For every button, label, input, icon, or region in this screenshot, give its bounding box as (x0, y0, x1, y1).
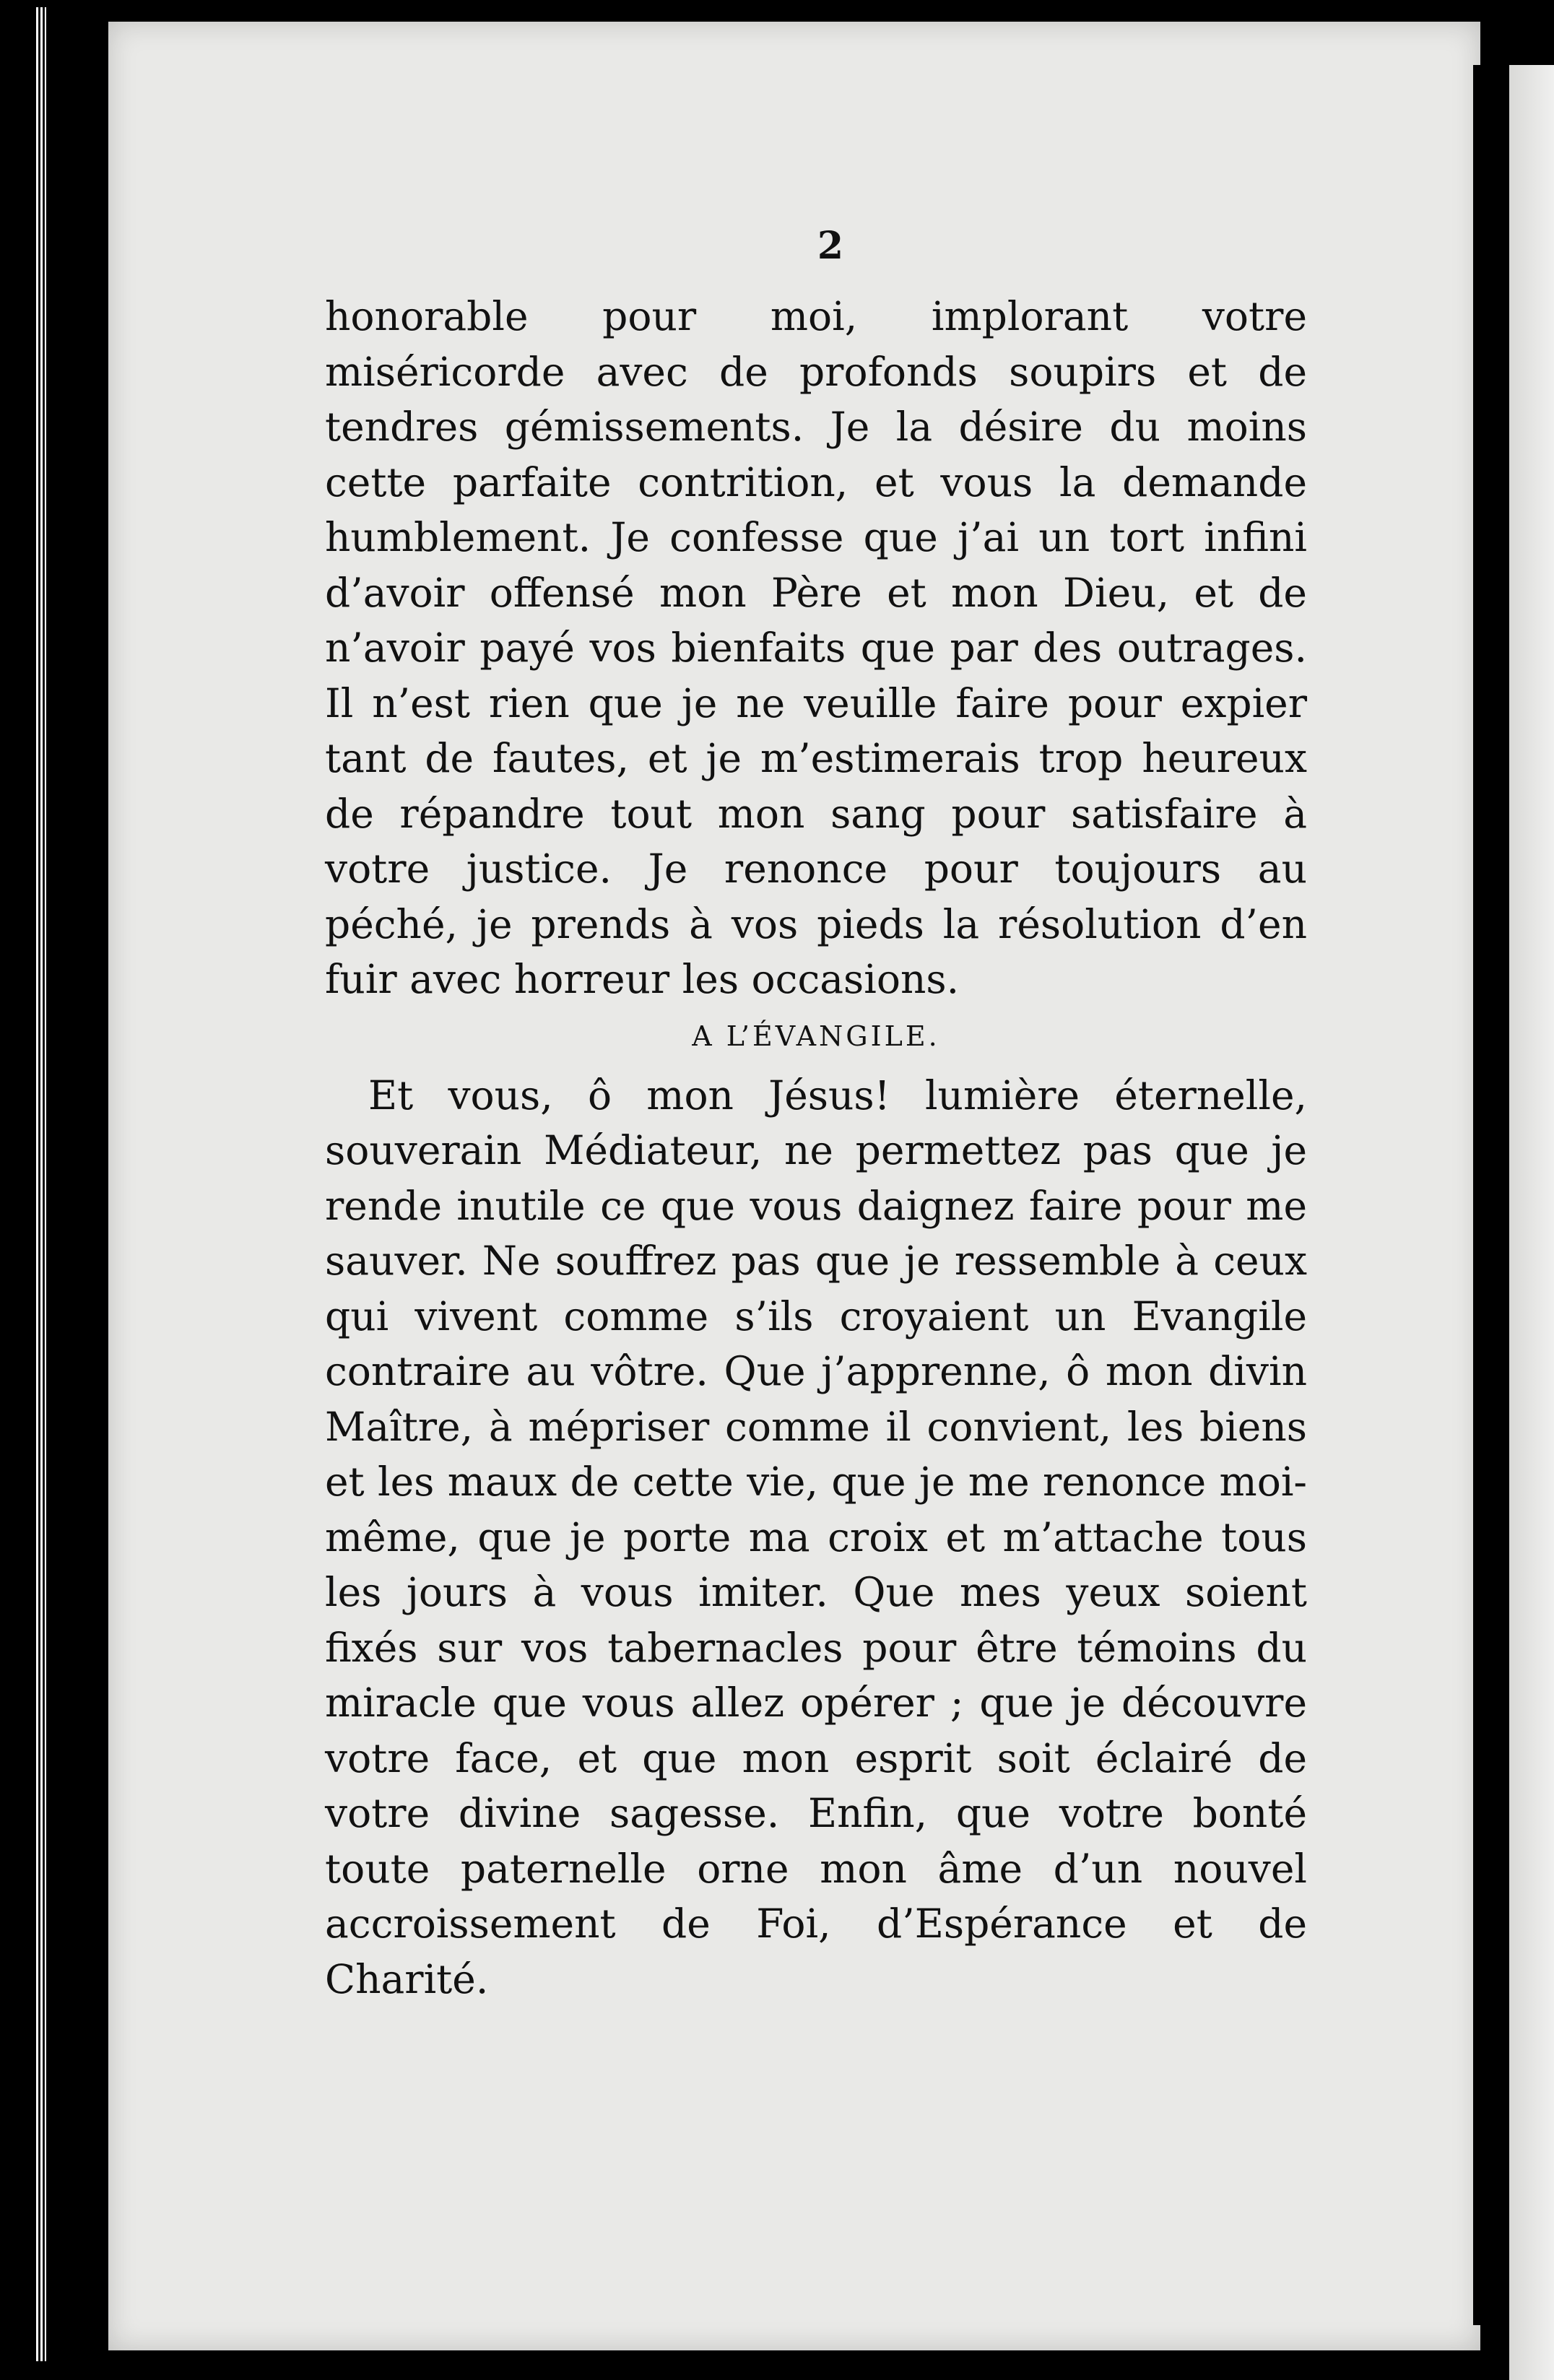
adjacent-page-edge (1509, 65, 1554, 2380)
paragraph-contrition: honorable pour moi, implorant votre miséricorde avec de profonds soupirs et de tendres gémissements. Je la désire du moins cette parfaite contrition, et vous la demande humblement. Je confesse que j’ai un tort infini d’avoir offensé mon Père et mon Dieu, et de n’avoir payé vos bienfaits que par des outrages. Il n’est rien que je ne veuille faire pour expier tant de fautes, et je m’estimerais trop heureux de répandre tout mon sang pour satisfaire à votre justice. Je renonce pour toujours au péché, je prends à vos pieds la résolution d’en fuir avec horreur les occasions. (325, 293, 1307, 1002)
section-heading: A L’ÉVANGILE. (692, 1020, 940, 1052)
paragraph-evangile: Et vous, ô mon Jésus! lumière éternelle, souverain Médiateur, ne permettez pas que je rende inutile ce que vous daignez faire pour me sauver. Ne souffrez pas que je ressemble à ceux qui vivent comme s’ils croyaient un Evangile contraire au vôtre. Que j’apprenne, ô mon divin Maître, à mépriser comme il convient, les biens et les maux de cette vie, que je me renonce moi-même, que je porte ma croix et m’attache tous les jours à vous imiter. Que mes yeux soient fixés sur vos tabernacles pour être témoins du miracle que vous allez opérer ; que je découvre votre face, et que mon esprit soit éclairé de votre divine sagesse. Enfin, que votre bonté toute paternelle orne mon âme d’un nouvel accroissement de Foi, d’Espérance et de Charité. (325, 1072, 1307, 2002)
page-spine-edge (36, 7, 46, 2361)
page-text (325, 289, 1307, 2007)
page-number: 2 (817, 224, 844, 268)
